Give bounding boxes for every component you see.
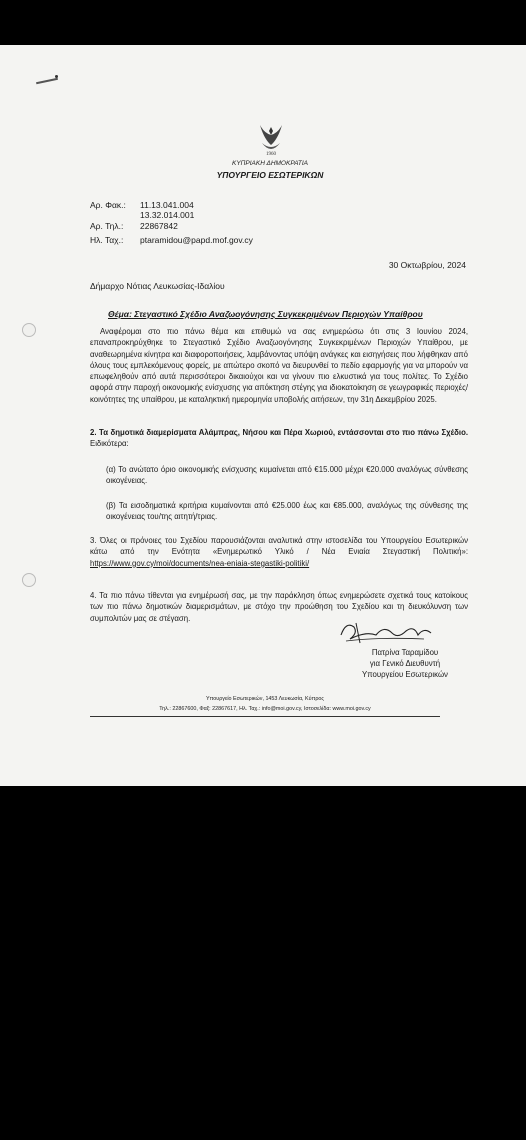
handwritten-signature [336,617,436,647]
paragraph-1: Αναφέρομαι στο πιο πάνω θέμα και επιθυμώ να σας ενημερώσω ότι στις 3 Ιουνίου 2024, επαναπροκηρύχθηκε το Στεγαστικό Σχέδιο Αναζωογόνησης Συγκεκριμένων Περιοχών Υπαίθρου, με αναθεωρημένα κίνητρα και διαφοροποιήσεις, λαμβάνοντας υπόψη ανάγκες και εισηγήσεις που λήφθηκαν από όλους τους εμπλεκόμενους φορείς, με απώτερο σκοπό να διευρυνθεί το πεδίο εφαρμογής για να μπορούν να επωφεληθούν από αυτά περισσότεροι δικαιούχοι και να γίνουν πιο ελκυστικά για τους πολίτες. Το Σχέδιο αφορά στην παροχή οικονομικής ενίσχυσης για απόκτηση στέγης για ιδιοκατοίκηση σε γεωγραφικές περιοχές/κοινότητες της υπαίθρου, με καταληκτική ημερομηνία υποβολής αιτήσεων, την 31η Δεκεμβρίου 2025. [90,327,468,404]
email-value: ptaramidou@papd.mof.gov.cy [140,235,253,245]
file-ref-label: Αρ. Φακ.: [90,200,126,210]
signer-ministry: Υπουργείου Εσωτερικών [362,670,448,679]
republic-name: ΚΥΠΡΙΑΚΗ ΔΗΜΟΚΡΑΤΙΑ [232,160,308,167]
paragraph-2-bold: 2. Τα δημοτικά διαμερίσματα Αλάμπρας, Νήσου και Πέρα Χωριού, εντάσσονται στο πιο πάνω Σχέδιο. [90,428,468,437]
paragraph-2 [90,427,468,450]
phone-value: 22867842 [140,221,178,231]
paragraph-4: 4. Τα πιο πάνω τίθενται για ενημέρωσή σας, με την παράκληση όπως ενημερώσετε σχετικά τους κατοίκους των πιο πάνω δημοτικών διαμερισμάτων, με στόχο την προώθηση του Σχεδίου και τη διευκόλυνση των συμπολιτών μας σε στέγαση. [90,591,468,623]
pen-mark-dot [55,75,58,78]
punch-hole-top [22,323,36,337]
paragraph-2-rest: Ειδικότερα: [90,439,129,449]
email-label: Ηλ. Ταχ.: [90,235,124,245]
website-link[interactable]: https://www.gov.cy/moi/documents/nea-eniaia-stegastiki-politiki/ [90,558,310,568]
item-b: (β) Τα εισοδηματικά κριτήρια κυμαίνονται από €25.000 έως και €85.000, αναλόγως της σύνθεσης της οικογένειας του/της αιτητή/τριας. [106,501,468,522]
pen-mark [36,78,58,85]
email-row [90,235,253,245]
footer-address: Υπουργείο Εσωτερικών, 1453 Λευκωσία, Κύπρος [206,696,324,702]
phone-label: Αρ. Τηλ.: [90,221,124,231]
footer-divider [90,716,440,717]
ministry-name: ΥΠΟΥΡΓΕΙΟ ΕΣΩΤΕΡΙΚΩΝ [216,170,324,180]
signer-title: για Γενικό Διευθυντή [369,659,441,668]
addressee: Δήμαρχο Νότιας Λευκωσίας-Ιδαλίου [90,281,225,291]
letter-date: 30 Οκτωβρίου, 2024 [388,260,466,270]
svg-text:1960: 1960 [266,152,276,157]
item-a: (α) Το ανώτατο όριο οικονομικής ενίσχυσης κυμαίνεται από €15.000 μέχρι €20.000 αναλόγως σύνθεσης οικογένειας. [106,465,468,486]
file-ref-1: 11.13.041.004 [140,200,194,210]
punch-hole-bottom [22,573,36,587]
subject-line: Θέμα: Στεγαστικό Σχέδιο Αναζωογόνησης Συγκεκριμένων Περιοχών Υπαίθρου [108,309,423,319]
file-ref-row [90,200,194,210]
file-ref-row-2 [90,210,194,220]
file-ref-2: 13.32.014.001 [140,210,195,220]
letter-page [0,45,526,786]
phone-row [90,221,178,231]
coat-of-arms-icon [258,121,284,157]
paragraph-3-text: 3. Όλες οι πρόνοιες του Σχεδίου παρουσιάζονται αναλυτικά στην ιστοσελίδα του Υπουργείου Εσωτερικών κάτω από την Ενότητα «Ενημερωτικό Υλικό / Νέα Ενιαία Στεγαστική Πολιτική»: [90,536,468,557]
signer-name: Πατρίνα Ταραμίδου [371,648,439,657]
paragraph-3 [90,535,468,569]
footer-contacts: Τηλ.: 22867600, Φαξ: 22867617, Ηλ. Ταχ.: info@moi.gov.cy, Ιστοσελίδα: www.moi.gov.cy [159,706,371,712]
